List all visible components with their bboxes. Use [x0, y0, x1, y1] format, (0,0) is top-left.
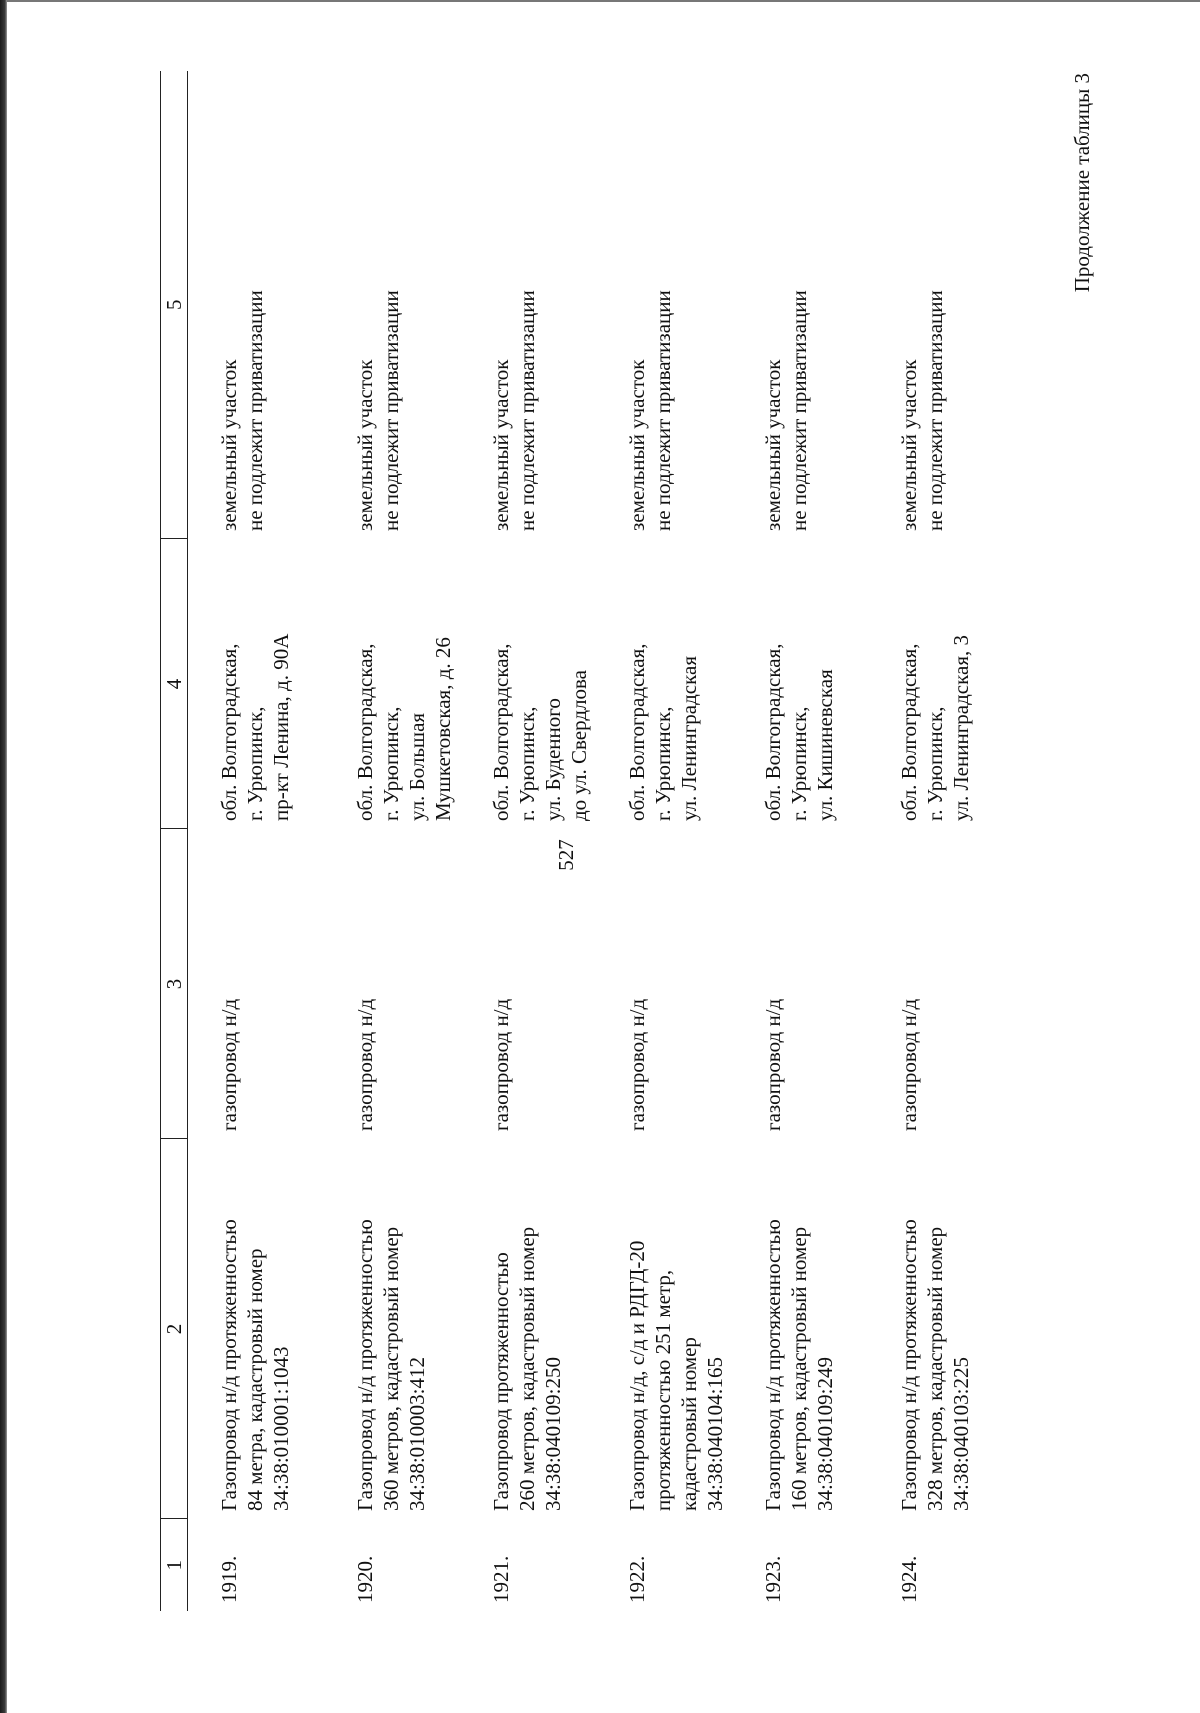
table-row — [896, 71, 1032, 1611]
object-type-cell: газопровод н/д — [488, 998, 513, 1131]
name-line: 34:38:040103:225 — [948, 1356, 973, 1511]
row-number-cell: 1921. — [488, 1555, 513, 1603]
address-cell — [188, 539, 352, 829]
address-line: г. Урюпинск, — [650, 706, 675, 821]
row-number-cell: 1922. — [624, 1555, 649, 1603]
address-line: г. Урюпинск, — [514, 706, 539, 821]
object-type-cell: газопровод н/д — [896, 998, 921, 1131]
name-line: 328 метров, кадастровый номер — [922, 1226, 947, 1511]
status-cell — [624, 71, 760, 539]
object-type-cell: газопровод н/д — [352, 998, 377, 1131]
name-line: 34:38:040109:250 — [540, 1356, 565, 1511]
address-cell — [624, 539, 760, 829]
page-number: 527 — [554, 839, 578, 871]
table-body — [188, 71, 1032, 1611]
name-line: протяженностью 251 метр, — [650, 1269, 675, 1511]
object-type-cell: газопровод н/д — [217, 998, 241, 1131]
address-line: обл. Волгоградская, — [488, 643, 513, 821]
name-line: Газопровод н/д протяженностью — [760, 1219, 785, 1511]
header-cell-3: 3 — [161, 829, 188, 1139]
address-line: ул. Ленинградская — [676, 656, 701, 821]
object-type-cell: газопровод н/д — [760, 998, 785, 1131]
address-line: ул. Кишиневская — [812, 669, 837, 821]
address-cell — [760, 539, 896, 829]
status-cell — [352, 71, 488, 539]
name-line: Газопровод н/д протяженностью — [217, 1219, 241, 1511]
address-line: ул. Буденного — [540, 698, 565, 821]
object-name-cell — [760, 1139, 896, 1519]
status-line: не подлежит приватизации — [922, 290, 947, 531]
header-row — [161, 71, 188, 1611]
object-type-cell: газопровод н/д — [624, 998, 649, 1131]
address-line: г. Урюпинск, — [243, 706, 267, 821]
name-line: 34:38:010001:1043 — [269, 1346, 293, 1511]
table-row — [760, 71, 896, 1611]
table-row — [488, 71, 624, 1611]
header-cell-1: 1 — [161, 1519, 188, 1611]
address-line: обл. Волгоградская, — [624, 643, 649, 821]
status-cell — [188, 71, 352, 539]
address-line: г. Урюпинск, — [922, 706, 947, 821]
name-line: Газопровод н/д протяженностью — [896, 1219, 921, 1511]
address-line: г. Урюпинск, — [378, 706, 403, 821]
address-line: ул. Большая — [404, 712, 429, 821]
object-name-cell — [488, 1139, 624, 1519]
address-cell — [896, 539, 1032, 829]
status-line: не подлежит приватизации — [786, 290, 811, 531]
name-line: Газопровод н/д, с/д и РДГД-20 — [624, 1240, 649, 1511]
name-line: 34:38:040109:249 — [812, 1356, 837, 1511]
name-line: Газопровод н/д протяженностью — [352, 1219, 377, 1511]
name-line: Газопровод протяженностью — [488, 1252, 513, 1511]
status-line: не подлежит приватизации — [243, 290, 267, 531]
table-row — [352, 71, 488, 1611]
status-line: земельный участок — [352, 359, 377, 531]
name-line: 360 метров, кадастровый номер — [378, 1226, 403, 1511]
status-line: земельный участок — [217, 359, 241, 531]
address-cell — [488, 539, 624, 829]
status-line: не подлежит приватизации — [514, 290, 539, 531]
address-line: ул. Ленинградская, 3 — [948, 635, 973, 821]
row-number-cell: 1924. — [896, 1555, 921, 1603]
row-number-cell: 1923. — [760, 1555, 785, 1603]
address-line: обл. Волгоградская, — [217, 643, 241, 821]
address-line: обл. Волгоградская, — [760, 643, 785, 821]
status-line: земельный участок — [488, 359, 513, 531]
header-cell-5: 5 — [161, 71, 188, 539]
status-cell — [488, 71, 624, 539]
row-number-cell: 1919. — [217, 1555, 241, 1603]
header-cell-2: 2 — [161, 1139, 188, 1519]
table-row — [188, 71, 352, 1611]
status-line: земельный участок — [624, 359, 649, 531]
status-cell — [760, 71, 896, 539]
name-line: 160 метров, кадастровый номер — [786, 1226, 811, 1511]
address-line: до ул. Свердлова — [566, 670, 591, 821]
property-table — [160, 71, 1032, 1611]
status-line: не подлежит приватизации — [650, 290, 675, 531]
object-name-cell — [188, 1139, 352, 1519]
name-line: 84 метра, кадастровый номер — [243, 1248, 267, 1511]
row-number-cell: 1920. — [352, 1555, 377, 1603]
object-name-cell — [624, 1139, 760, 1519]
address-line: пр-кт Ленина, д. 90А — [269, 633, 293, 821]
address-line: Мушкетовская, д. 26 — [430, 637, 455, 821]
address-cell — [352, 539, 488, 829]
header-cell-4: 4 — [161, 539, 188, 829]
object-name-cell — [352, 1139, 488, 1519]
status-line: не подлежит приватизации — [378, 290, 403, 531]
status-line: земельный участок — [896, 359, 921, 531]
status-line: земельный участок — [760, 359, 785, 531]
name-line: 260 метров, кадастровый номер — [514, 1226, 539, 1511]
object-name-cell — [896, 1139, 1032, 1519]
name-line: 34:38:010003:412 — [404, 1356, 429, 1511]
address-line: обл. Волгоградская, — [896, 643, 921, 821]
name-line: 34:38:040104:165 — [702, 1356, 727, 1511]
address-line: обл. Волгоградская, — [352, 643, 377, 821]
status-cell — [896, 71, 1032, 539]
table-row — [624, 71, 760, 1611]
table-caption: Продолжение таблицы 3 — [1070, 73, 1094, 293]
address-line: г. Урюпинск, — [786, 706, 811, 821]
name-line: кадастровый номер — [676, 1337, 701, 1511]
